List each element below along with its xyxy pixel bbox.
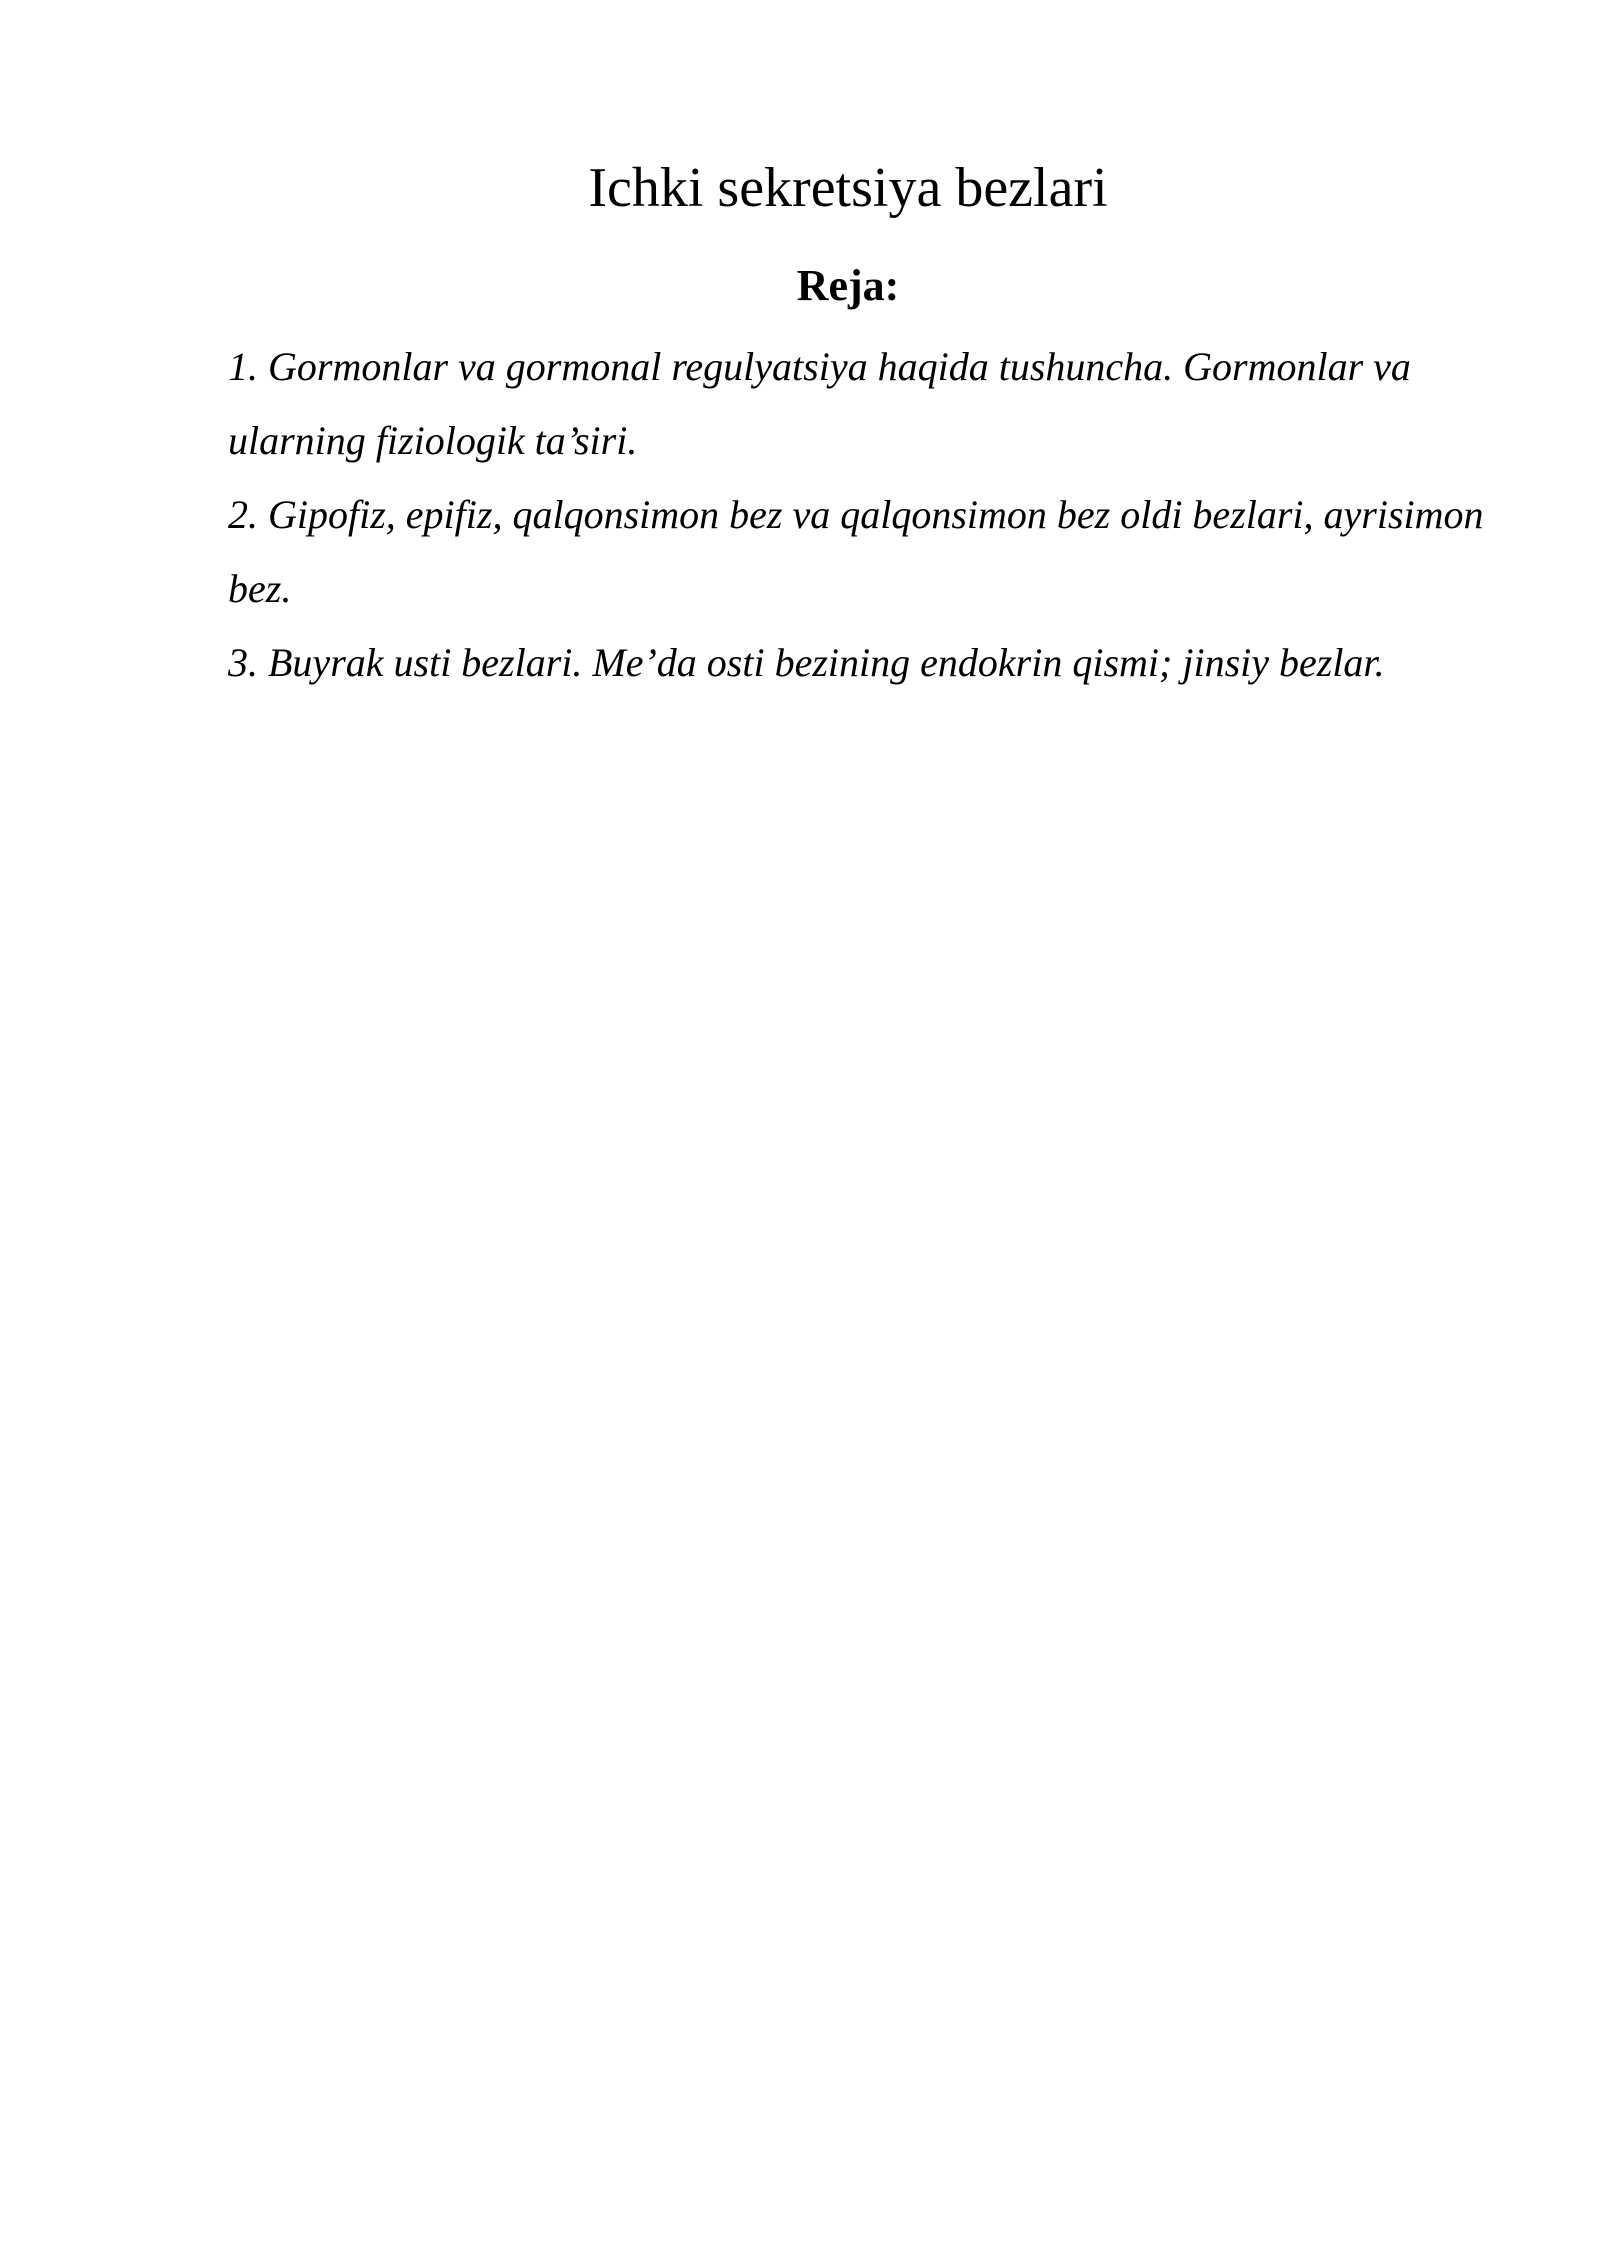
plan-item <box>228 330 1488 478</box>
plan-item <box>228 626 1488 700</box>
document-title: Ichki sekretsiya bezlari <box>588 157 1108 219</box>
plan-item-text: Buyrak usti bezlari. Me’da osti bezining endokrin qismi; jinsiy bezlar. <box>268 640 1385 685</box>
plan-item-number: 2. <box>228 492 258 537</box>
plan-item <box>228 478 1488 626</box>
plan-item-number: 3. <box>228 640 258 685</box>
plan-heading: Reja: <box>796 261 900 310</box>
plan-item-text: Gipofiz, epifiz, qalqonsimon bez va qalqonsimon bez oldi bezlari, ayrisimon bez. <box>228 492 1484 611</box>
plan-list <box>228 330 1488 700</box>
plan-item-text: Gormonlar va gormonal regulyatsiya haqida tushuncha. Gormonlar va ularning fiziologik ta’siri. <box>228 344 1411 463</box>
plan-item-number: 1. <box>228 344 258 389</box>
